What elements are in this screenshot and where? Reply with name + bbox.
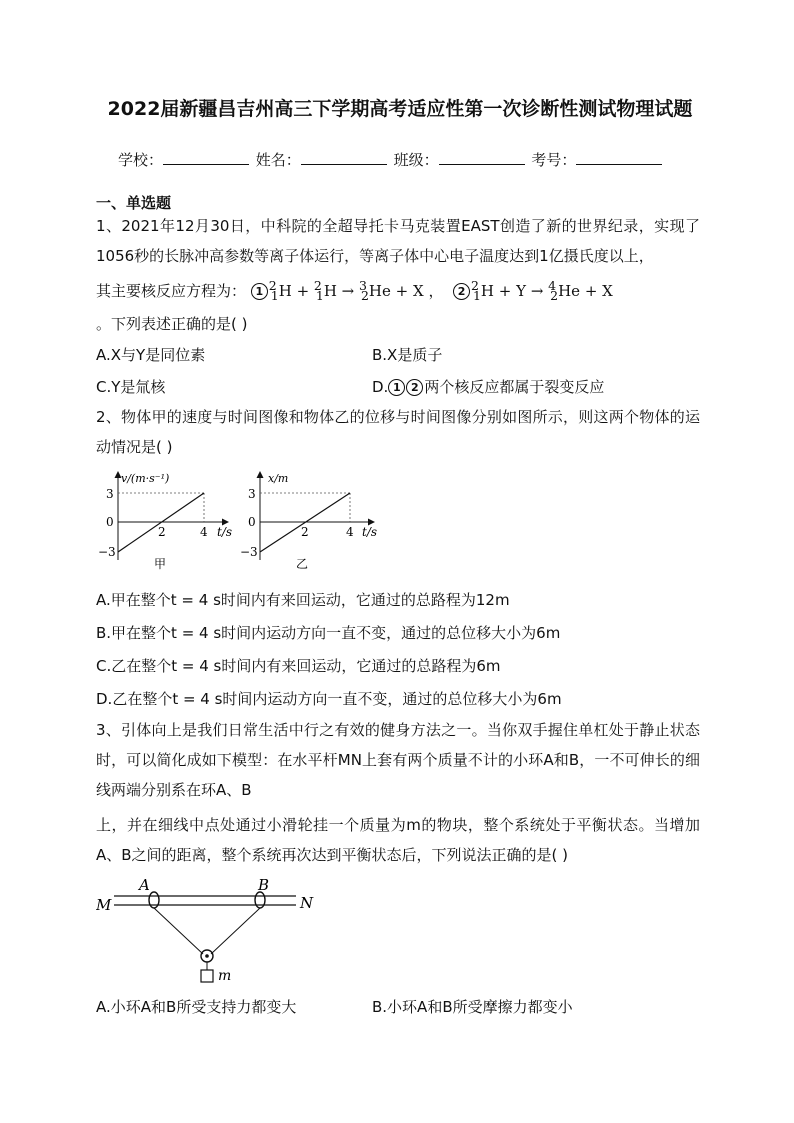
svg-text:3: 3 bbox=[248, 487, 256, 501]
name-label: 姓名： bbox=[255, 151, 301, 169]
svg-text:N: N bbox=[300, 894, 314, 912]
q1-option-d: D. 1 2 两个核反应都属于裂变反应 bbox=[372, 378, 605, 396]
q1-eq-intro: 其主要核反应方程为： bbox=[96, 282, 247, 300]
svg-text:m: m bbox=[218, 968, 232, 984]
number-blank bbox=[576, 150, 662, 165]
svg-text:3: 3 bbox=[106, 487, 114, 501]
svg-text:0: 0 bbox=[106, 515, 114, 529]
svg-text:t/s: t/s bbox=[362, 525, 378, 539]
svg-text:−3: −3 bbox=[240, 545, 258, 559]
section-heading: 一、单选题 bbox=[96, 194, 172, 212]
class-label: 班级： bbox=[393, 151, 439, 169]
svg-text:−3: −3 bbox=[98, 545, 116, 559]
svg-text:A: A bbox=[139, 876, 150, 894]
class-blank bbox=[439, 150, 525, 165]
svg-text:x/m: x/m bbox=[268, 472, 289, 485]
block-m bbox=[201, 970, 213, 982]
q1-option-a: A.X与Y是同位素 bbox=[96, 346, 206, 364]
q3-option-b: B.小环A和B所受摩擦力都变小 bbox=[372, 998, 573, 1016]
q1-option-b: B.X是质子 bbox=[372, 346, 443, 364]
q3-figure bbox=[96, 876, 326, 986]
number-label: 考号： bbox=[531, 151, 577, 169]
svg-text:4: 4 bbox=[346, 525, 354, 539]
q1-equation-line bbox=[96, 278, 613, 303]
page-title: 2022届新疆昌吉州高三下学期高考适应性第一次诊断性测试物理试题 bbox=[107, 98, 693, 120]
q1-eq2: $^2_1$H + Y → $^4_2$He + X bbox=[471, 278, 613, 303]
q2-option-c: C.乙在整个t = 4 s时间内有来回运动，它通过的总路程为6m bbox=[96, 657, 501, 675]
q1-stem-end: 。下列表述正确的是( ) bbox=[96, 315, 248, 333]
svg-text:2: 2 bbox=[301, 525, 309, 539]
name-blank bbox=[301, 150, 387, 165]
svg-text:2: 2 bbox=[158, 525, 166, 539]
q3-stem-part2: 上，并在细线中点处通过小滑轮挂一个质量为m的物块，整个系统处于平衡状态。当增加A、B之间的距离，整个系统再次达到平衡状态后，下列说法正确的是( ) bbox=[96, 816, 700, 864]
circled-number-2: 2 bbox=[453, 283, 470, 300]
q2-option-a: A.甲在整个t = 4 s时间内有来回运动，它通过的总路程为12m bbox=[96, 591, 510, 609]
q2-graphs bbox=[96, 468, 396, 578]
q1-stem: 1、2021年12月30日，中科院的全超导托卡马克装置EAST创造了新的世界纪录，实现了1056秒的长脉冲高参数等离子体运行，等离子体中心电子温度达到1亿摄氏度以上， bbox=[96, 217, 700, 265]
svg-text:4: 4 bbox=[200, 525, 208, 539]
circled-number-1: 1 bbox=[388, 379, 405, 396]
school-label: 学校： bbox=[118, 151, 164, 169]
q3-stem-part1: 3、引体向上是我们日常生活中行之有效的健身方法之一。当你双手握住单杠处于静止状态时，可以简化成如下模型：在水平杆MN上套有两个质量不计的小环A和B，一不可伸长的细线两端分别系在环A、B bbox=[96, 721, 700, 799]
svg-text:甲: 甲 bbox=[154, 557, 167, 571]
q1-eq1: $^2_1$H + $^2_1$H → $^3_2$He + X ， bbox=[268, 278, 444, 303]
circled-number-1: 1 bbox=[251, 283, 268, 300]
svg-text:B: B bbox=[258, 876, 270, 894]
school-blank bbox=[163, 150, 249, 165]
q2-option-b: B.甲在整个t = 4 s时间内运动方向一直不变，通过的总位移大小为6m bbox=[96, 624, 561, 642]
graph-jia bbox=[98, 472, 232, 571]
svg-text:M: M bbox=[96, 896, 112, 914]
svg-text:乙: 乙 bbox=[296, 557, 309, 571]
q3-option-a: A.小环A和B所受支持力都变大 bbox=[96, 998, 297, 1016]
q2-stem: 2、物体甲的速度与时间图像和物体乙的位移与时间图像分别如图所示，则这两个物体的运动情况是( ) bbox=[96, 408, 700, 456]
circled-number-2: 2 bbox=[406, 379, 423, 396]
svg-text:v/(m·s⁻¹): v/(m·s⁻¹) bbox=[121, 472, 170, 485]
svg-text:t/s: t/s bbox=[217, 525, 233, 539]
graph-yi bbox=[240, 472, 377, 571]
student-info-row bbox=[118, 150, 698, 170]
q2-option-d: D.乙在整个t = 4 s时间内运动方向一直不变，通过的总位移大小为6m bbox=[96, 690, 562, 708]
q1-option-c: C.Y是氚核 bbox=[96, 378, 166, 396]
svg-text:0: 0 bbox=[248, 515, 256, 529]
